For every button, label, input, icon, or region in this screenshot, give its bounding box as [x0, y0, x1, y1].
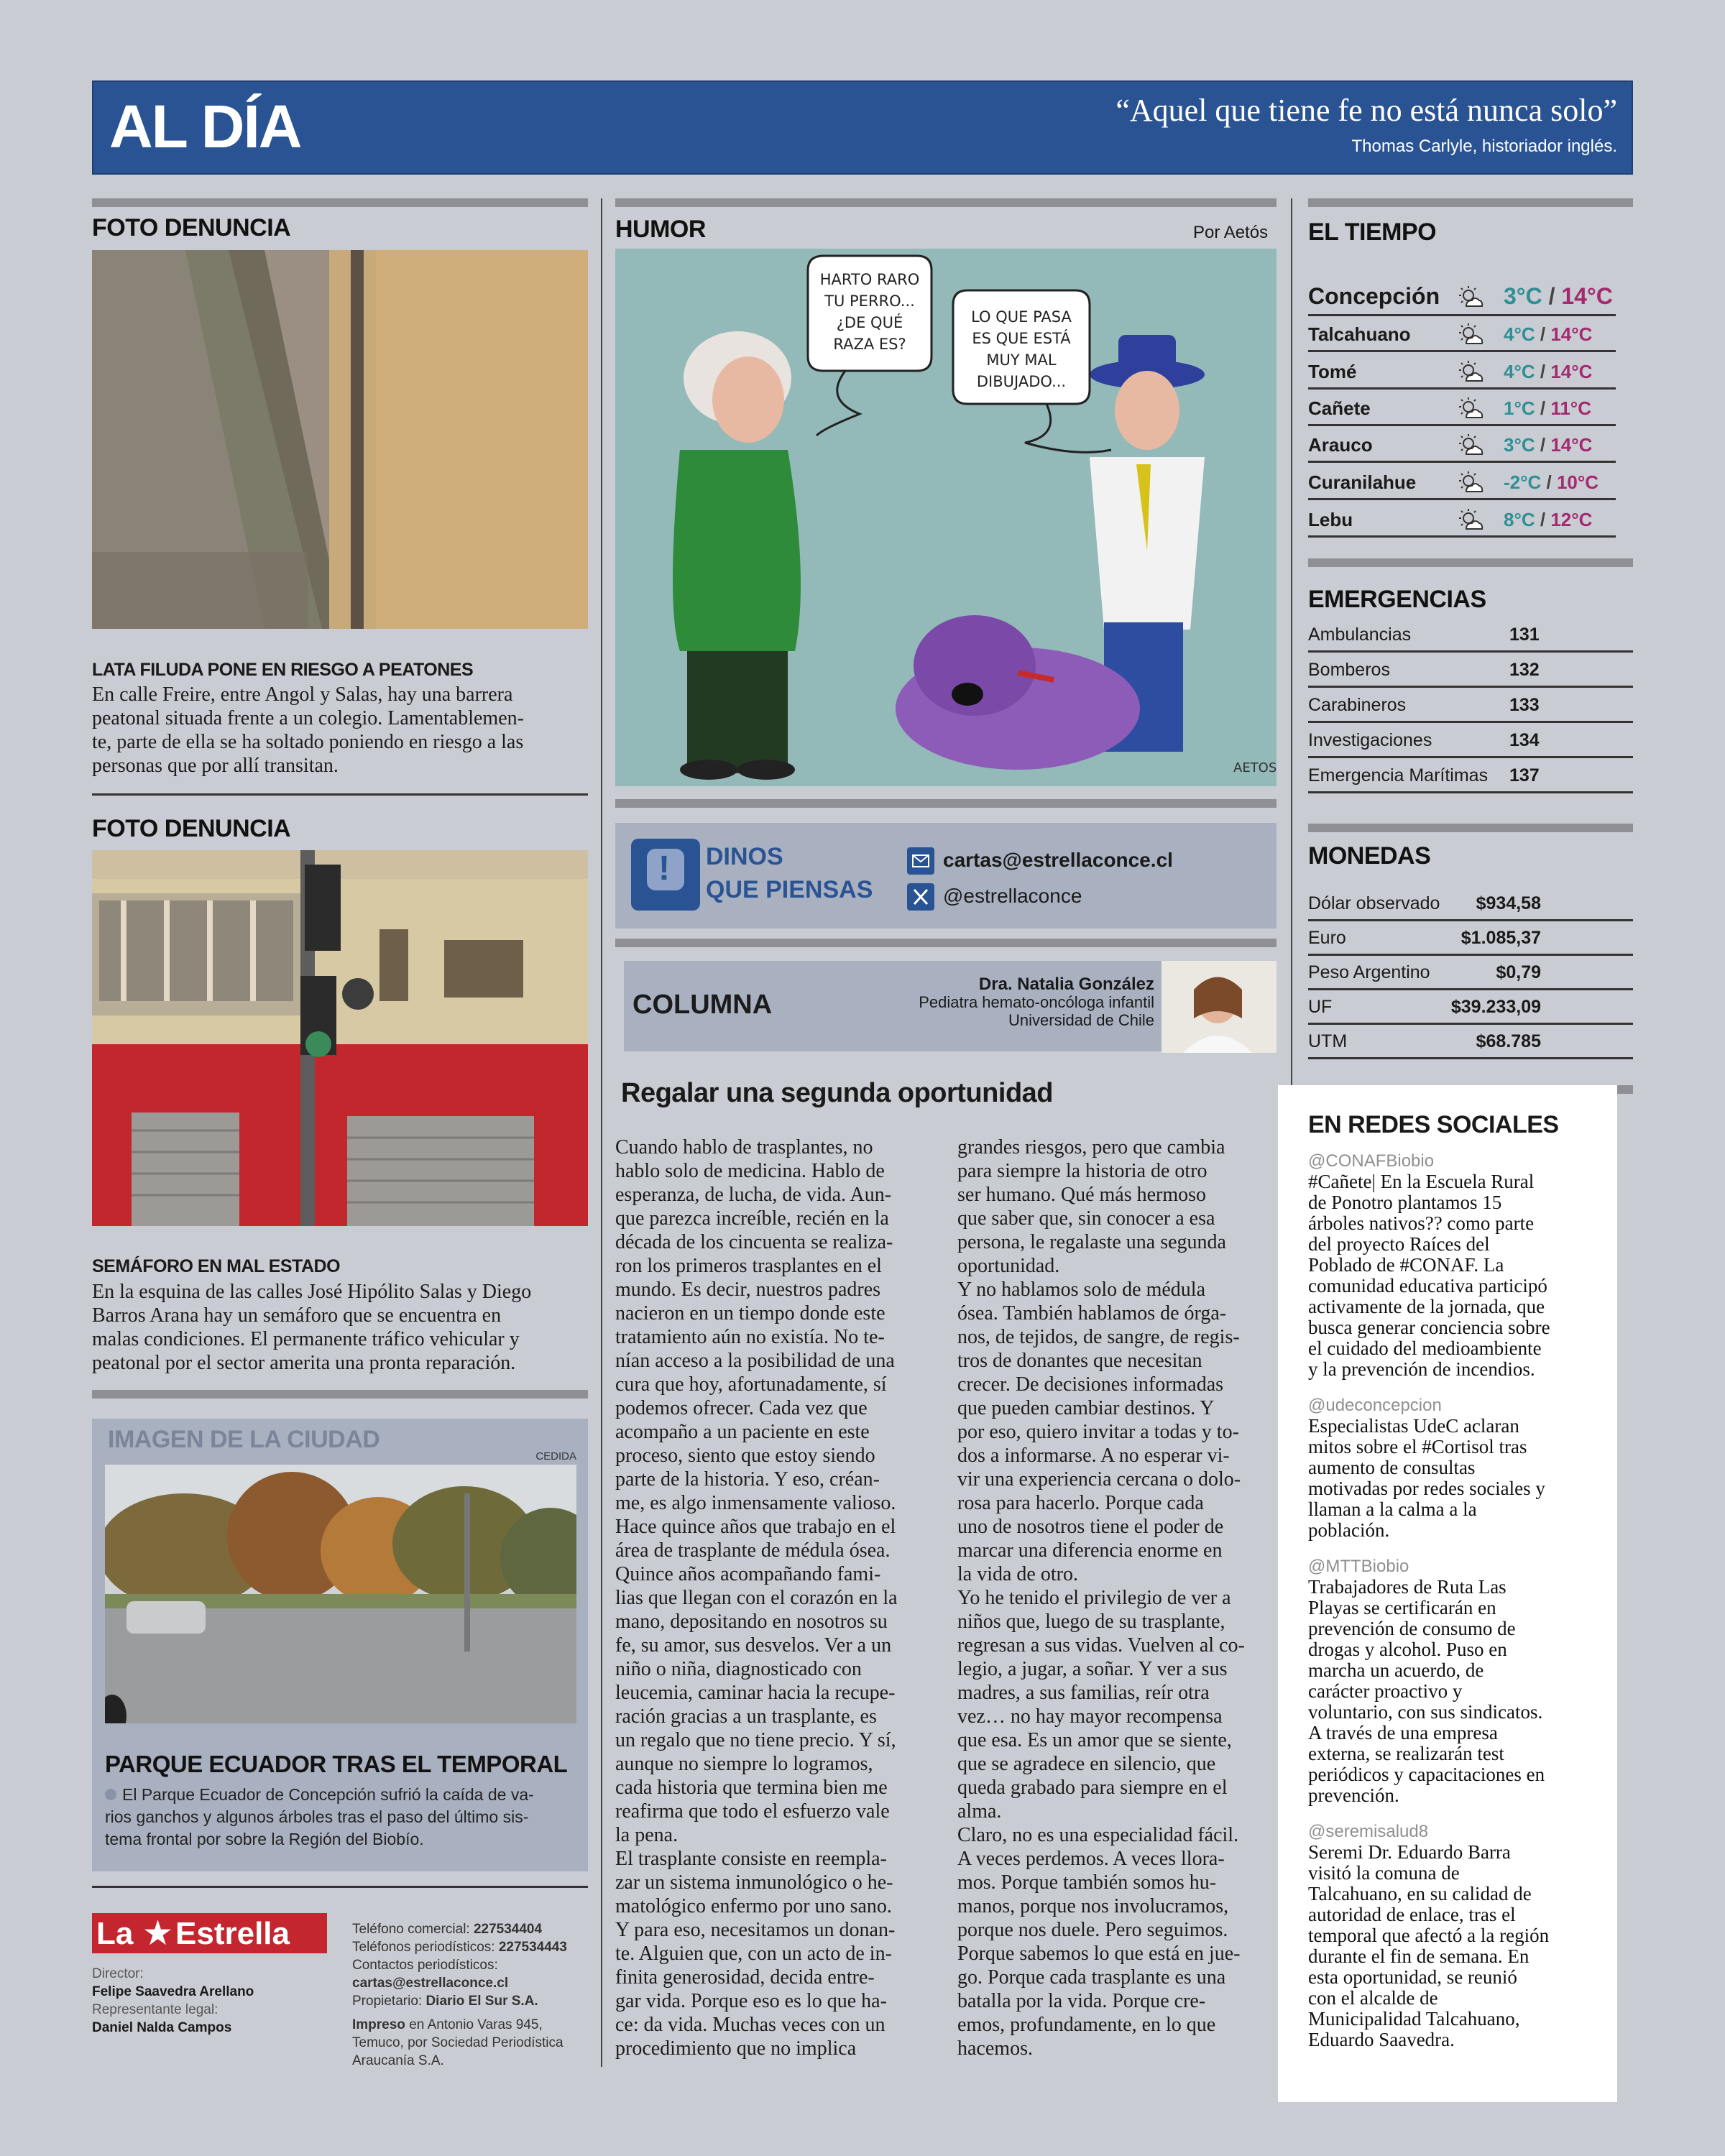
sun-cloud-icon	[1458, 322, 1484, 348]
column-line: porque nos duele. Pero seguimos.	[957, 1919, 1228, 1941]
foto-denuncia-2-text: En la esquina de las calles José Hipólito Salas y Diego Barros Arana hay un semáforo que se encuentra en malas condiciones. El permanente tráfico vehicular y peatonal por el sector amerita una pronta reparación.	[92, 1281, 532, 1374]
column-line: parte de la historia. Y eso, créan-	[615, 1468, 880, 1491]
column-line: queda grabado para siempre en el	[957, 1777, 1228, 1799]
weather-temps: -2°C / 10°C	[1504, 471, 1599, 493]
column-line: mundo. Es decir, nuestros padres	[615, 1279, 881, 1301]
column-line: la pena.	[615, 1824, 678, 1846]
post-line: motivadas por redes sociales y	[1308, 1478, 1545, 1499]
column-line: tros de donantes que necesitan	[957, 1350, 1202, 1372]
divider	[92, 793, 588, 796]
currency-value: $0,79	[1496, 962, 1541, 982]
bubble2-line: LO QUE PASA	[971, 308, 1072, 326]
column-line: cada historia que termina bien me	[615, 1777, 888, 1799]
star-icon: ★	[142, 1915, 174, 1953]
emergency-number: 133	[1509, 695, 1540, 715]
temp-min: 3°C	[1504, 434, 1535, 456]
emergency-number: 132	[1509, 660, 1540, 680]
foto-denuncia-1-headline: LATA FILUDA PONE EN RIESGO A PEATONES	[92, 660, 474, 680]
temp-min: 4°C	[1504, 361, 1535, 382]
currency-row	[1308, 921, 1633, 956]
bubble2-line: MUY MAL	[986, 351, 1057, 369]
social-post-text	[1308, 1842, 1610, 2050]
emergency-name: Investigaciones	[1308, 730, 1432, 750]
weather-city: Tomé	[1308, 361, 1357, 382]
currency-row	[1308, 990, 1633, 1025]
foto-denuncia-1-text: En calle Freire, entre Angol y Salas, hay una barrera peatonal situada frente a un colegio. Lamentablemen- te, parte de ella se ha soltado poniendo en riesgo a las personas que por allí transitan.	[92, 683, 524, 777]
sun-cloud-icon	[1458, 359, 1484, 385]
emergency-number: 137	[1509, 765, 1540, 786]
la-estrella-logo: La ★ Estrella	[92, 1913, 327, 1953]
emergency-name: Bomberos	[1308, 660, 1390, 680]
weather-city: Lebu	[1308, 509, 1353, 530]
column-line: zar un sistema inmunológico o he-	[615, 1871, 893, 1894]
weather-title: EL TIEMPO	[1308, 218, 1437, 246]
photo-parque-ecuador	[105, 1465, 576, 1723]
weather-city: Arauco	[1308, 434, 1373, 456]
weather-city: Talcahuano	[1308, 323, 1411, 345]
emergency-number: 131	[1509, 625, 1540, 645]
emergency-row	[1308, 617, 1633, 653]
post-line: Eduardo Saavedra.	[1308, 2029, 1455, 2050]
post-line: población.	[1308, 1519, 1390, 1541]
weather-row	[1308, 276, 1616, 316]
weather-city: Concepción	[1308, 283, 1440, 309]
column-line: El trasplante consiste en reempla-	[615, 1848, 887, 1870]
column-line: que saber que, sin conocer a esa	[957, 1207, 1215, 1230]
weather-temps: 8°C / 12°C	[1504, 509, 1593, 530]
column-line: vez… no hay mayor recompensa	[957, 1705, 1223, 1728]
temp-min: 3°C	[1504, 283, 1542, 309]
column-line: vir una experiencia cercana o dolo-	[957, 1468, 1241, 1491]
dinos-box	[615, 823, 1276, 929]
column-line: Y para eso, necesitamos un donan-	[615, 1919, 896, 1941]
column-line: gar vida. Porque eso es lo que ha-	[615, 1990, 887, 2012]
column-line: oportunidad.	[957, 1255, 1060, 1277]
column-line: por eso, quiero invitar a todas y to-	[957, 1421, 1239, 1443]
dinos-title: DINOS QUE PIENSAS	[706, 843, 873, 903]
emergency-row	[1308, 758, 1633, 793]
post-line: del proyecto Raíces del	[1308, 1233, 1490, 1255]
column-line: cura que hoy, afortunadamente, sí	[615, 1373, 887, 1396]
post-line: durante el fin de semana. En	[1308, 1945, 1530, 1967]
temp-max: 10°C	[1556, 471, 1599, 493]
bubble1-line: TU PERRO...	[824, 292, 915, 310]
masthead-contact: Teléfono comercial: 227534404 Teléfonos periodísticos: 227534443 Contactos periodísticos: cartas@estrellaconce.cl Propietario: Diario El Sur S.A. Impreso en Antonio Varas 945, Temuco, por Sociedad Periodística Araucanía S.A.	[352, 1922, 567, 2068]
emergency-row	[1308, 723, 1633, 758]
weather-temps: 3°C / 14°C	[1504, 434, 1593, 456]
column-line: Y no hablamos solo de médula	[957, 1279, 1206, 1301]
currency-row	[1308, 1024, 1633, 1059]
humor-title: HUMOR	[615, 216, 706, 243]
columna-title: Regalar una segunda oportunidad	[621, 1078, 1053, 1108]
sun-cloud-icon	[1458, 433, 1484, 459]
bubble1-line: HARTO RARO	[819, 271, 920, 288]
post-line: y la prevención de incendios.	[1308, 1358, 1535, 1380]
bubble1-line: RAZA ES?	[833, 336, 906, 353]
column-line: matológico enfermo por uno sano.	[615, 1895, 892, 1917]
weather-row	[1308, 427, 1616, 463]
post-line: con el alcalde de	[1308, 1987, 1438, 2009]
bubble2-line: DIBUJADO...	[976, 373, 1067, 390]
column-line: hablo solo de medicina. Hablo de	[615, 1160, 885, 1182]
temp-min: 8°C	[1504, 509, 1535, 530]
columna-author-info: Dra. Natalia González Pediatra hemato-oncóloga infantil Universidad de Chile	[919, 975, 1154, 1029]
post-line: Trabajadores de Ruta Las	[1308, 1576, 1506, 1598]
column-line: década de los cincuenta se realiza-	[615, 1231, 893, 1253]
currency-name: Dólar observado	[1308, 893, 1440, 913]
currency-name: Euro	[1308, 928, 1346, 948]
post-line: marcha un acuerdo, de	[1308, 1659, 1484, 1681]
currency-value: $39.233,09	[1450, 997, 1541, 1017]
column-line: grandes riesgos, pero que cambia	[957, 1136, 1225, 1158]
imagen-ciudad-title: IMAGEN DE LA CIUDAD	[108, 1426, 380, 1453]
post-line: llaman a la calma a la	[1308, 1498, 1477, 1520]
weather-row	[1308, 464, 1616, 500]
post-line: mitos sobre el #Cortisol tras	[1308, 1436, 1527, 1457]
post-line: voluntario, con sus sindicatos.	[1308, 1701, 1543, 1723]
section-rule	[1308, 198, 1633, 207]
bullet-dot	[105, 1789, 116, 1800]
columna-text-col1	[615, 1135, 946, 2060]
column-line: niño o niña, diagnosticado con	[615, 1658, 862, 1680]
column-line: ron los primeros trasplantes en el	[615, 1255, 882, 1277]
section-rule	[92, 198, 588, 207]
column-line: fe, su amor, sus desvelos. Ver a un	[615, 1634, 892, 1657]
columna-header	[624, 961, 1162, 1051]
post-line: busca generar conciencia sobre	[1308, 1317, 1550, 1338]
weather-city: Cañete	[1308, 397, 1371, 419]
currency-value: $68.785	[1476, 1031, 1541, 1051]
post-line: árboles nativos?? como parte	[1308, 1212, 1535, 1234]
redes-posts	[1308, 1151, 1610, 2066]
column-line: go. Porque cada trasplante es una	[957, 1966, 1226, 1989]
column-line: nos, de tejidos, de sangre, de regis-	[957, 1326, 1240, 1348]
post-line: drogas y alcohol. Puso en	[1308, 1639, 1507, 1660]
imagen-ciudad-box	[92, 1419, 588, 1871]
emergency-number: 134	[1509, 730, 1540, 750]
photo-sidewalk-fence	[92, 250, 588, 629]
column-line: aunque no siempre lo logramos,	[615, 1753, 873, 1775]
weather-row	[1308, 390, 1616, 426]
column-line: finita generosidad, decida entre-	[615, 1966, 875, 1989]
weather-temps: 4°C / 14°C	[1504, 323, 1593, 345]
monedas-title: MONEDAS	[1308, 842, 1431, 870]
column-line: niños que, luego de su trasplante,	[957, 1611, 1225, 1633]
column-line: manos, porque nos involucramos,	[957, 1895, 1229, 1917]
column-line: la vida de otro.	[957, 1563, 1078, 1585]
currency-value: $1.085,37	[1460, 928, 1541, 948]
column-line: alma.	[957, 1800, 1002, 1823]
photo-credit: CEDIDA	[535, 1450, 576, 1462]
emergencias-title: EMERGENCIAS	[1308, 586, 1486, 613]
section-rule	[1308, 558, 1633, 567]
emergency-name: Emergencia Marítimas	[1308, 765, 1489, 786]
emergency-row	[1308, 688, 1633, 723]
bubble1-line: ¿DE QUÉ	[836, 314, 903, 331]
weather-temps: 4°C / 14°C	[1504, 361, 1593, 382]
foto-denuncia-2-title: FOTO DENUNCIA	[92, 815, 291, 842]
temp-min: 4°C	[1504, 323, 1535, 345]
section-title: AL DÍA	[109, 93, 301, 160]
currency-value: $934,58	[1476, 893, 1541, 913]
column-line: marcar una diferencia enorme en	[957, 1539, 1223, 1562]
social-post	[1308, 1822, 1610, 2050]
currency-name: UTM	[1308, 1031, 1348, 1051]
temp-max: 14°C	[1561, 283, 1613, 309]
column-line: dos a informarse. A no esperar vi-	[957, 1445, 1230, 1467]
dinos-x-handle[interactable]: @estrellaconce	[943, 885, 1082, 907]
temp-max: 11°C	[1550, 397, 1591, 419]
column-line: Yo he tenido el privilegio de ver a	[957, 1587, 1231, 1609]
column-line: Cuando hablo de trasplantes, no	[615, 1136, 873, 1158]
post-line: carácter proactivo y	[1308, 1680, 1463, 1702]
column-line: Claro, no es una especialidad fácil.	[957, 1824, 1239, 1846]
sun-cloud-icon	[1458, 285, 1484, 310]
masthead-staff: Director: Felipe Saavedra Arellano Representante legal: Daniel Nalda Campos	[92, 1966, 254, 2035]
post-line: Talcahuano, en su calidad de	[1308, 1883, 1532, 1904]
post-line: Seremi Dr. Eduardo Barra	[1308, 1841, 1511, 1863]
column-line: nacieron en un tiempo donde este	[615, 1302, 886, 1325]
weather-temps: 3°C / 14°C	[1504, 283, 1613, 309]
banner-quote: “Aquel que tiene fe no está nunca solo”	[1116, 93, 1617, 128]
column-line: ración gracias a un trasplante, es	[615, 1705, 877, 1728]
column-line: te. Alguien que, con un acto de in-	[615, 1943, 892, 1965]
columna-text-col2	[957, 1135, 1285, 2060]
currency-name: UF	[1308, 997, 1333, 1017]
temp-max: 12°C	[1550, 509, 1593, 530]
section-rule	[1308, 824, 1633, 832]
post-line: externa, se realizarán test	[1308, 1743, 1504, 1764]
post-line: temporal que afectó a la región	[1308, 1925, 1550, 1946]
post-line: Especialistas UdeC aclaran	[1308, 1415, 1519, 1437]
column-line: área de trasplante de médula ósea.	[615, 1539, 891, 1562]
column-line: A veces perdemos. A veces llora-	[957, 1848, 1225, 1870]
column-line: uno de nosotros tiene el poder de	[957, 1516, 1224, 1538]
post-line: activamente de la jornada, que	[1308, 1296, 1545, 1317]
emergency-row	[1308, 653, 1633, 688]
column-line: para siempre la historia de otro	[957, 1160, 1208, 1182]
column-line: nían acceso a la posibilidad de una	[615, 1350, 895, 1372]
column-line: que se agradece en silencio, que	[957, 1753, 1216, 1775]
humor-cartoon	[615, 249, 1276, 786]
column-line: podemos ofrecer. Cada vez que	[615, 1397, 868, 1419]
column-line: ser humano. Qué más hermoso	[957, 1184, 1207, 1206]
social-post-text	[1308, 1577, 1610, 1806]
weather-city: Curanilahue	[1308, 471, 1417, 493]
section-rule	[615, 799, 1276, 808]
dinos-email[interactable]: cartas@estrellaconce.cl	[943, 849, 1173, 871]
currency-row	[1308, 886, 1633, 921]
cartoon-signature: AETOS	[1233, 760, 1276, 775]
weather-temps: 1°C / 11°C	[1504, 397, 1591, 419]
post-line: #Cañete| En la Escuela Rural	[1308, 1171, 1535, 1192]
section-banner	[92, 80, 1633, 175]
column-line: crecer. De decisiones informadas	[957, 1373, 1224, 1396]
column-line: Quince años acompañando fami-	[615, 1563, 881, 1585]
weather-row	[1308, 354, 1616, 390]
social-post	[1308, 1396, 1610, 1541]
temp-min: -2°C	[1504, 471, 1542, 493]
foto-denuncia-2-headline: SEMÁFORO EN MAL ESTADO	[92, 1256, 341, 1276]
social-handle[interactable]: @udeconcepcion	[1308, 1396, 1442, 1415]
post-line: comunidad educativa participó	[1308, 1275, 1547, 1296]
social-post	[1308, 1557, 1610, 1806]
column-line: esperanza, de lucha, de vida. Aun-	[615, 1184, 892, 1206]
column-line: procedimiento que no implica	[615, 2037, 857, 2060]
post-line: periódicos y capacitaciones en	[1308, 1764, 1545, 1785]
post-line: visitó la comuna de	[1308, 1862, 1460, 1884]
column-divider	[601, 198, 602, 2067]
column-line: lias que llegan con el corazón en la	[615, 1587, 898, 1609]
column-line: me, es algo inmensamente valioso.	[615, 1492, 896, 1514]
post-line: Poblado de #CONAF. La	[1308, 1254, 1504, 1276]
column-line: mos. Porque también somos hu-	[957, 1871, 1217, 1894]
social-post-text	[1308, 1416, 1610, 1541]
sun-cloud-icon	[1458, 507, 1484, 533]
weather-row	[1308, 502, 1616, 538]
emergency-name: Ambulancias	[1308, 625, 1412, 645]
currency-row	[1308, 955, 1633, 990]
sun-cloud-icon	[1458, 396, 1484, 422]
mail-icon	[907, 847, 934, 875]
redes-panel	[1278, 1085, 1617, 2102]
weather-row	[1308, 316, 1616, 352]
column-line: un regalo que no tiene precio. Y sí,	[615, 1729, 896, 1751]
social-handle[interactable]: @seremisalud8	[1308, 1822, 1429, 1841]
temp-max: 14°C	[1550, 361, 1593, 382]
column-line: ce: da vida. Muchas veces con un	[615, 2014, 886, 2036]
post-line: de Ponotro plantamos 15	[1308, 1192, 1502, 1213]
post-line: autoridad de enlace, tras el	[1308, 1904, 1516, 1925]
post-line: el cuidado del medioambiente	[1308, 1337, 1542, 1359]
column-line: proceso, siento que estoy siendo	[615, 1445, 875, 1467]
column-line: persona, le regalaste una segunda	[957, 1231, 1226, 1253]
column-line: que parezca increíble, recién en la	[615, 1207, 889, 1230]
post-line: prevención.	[1308, 1784, 1399, 1806]
column-line: hacemos.	[957, 2037, 1033, 2060]
post-line: Municipalidad Talcahuano,	[1308, 2008, 1520, 2030]
currency-name: Peso Argentino	[1308, 962, 1430, 982]
section-rule	[92, 1390, 588, 1399]
banner-quote-author: Thomas Carlyle, historiador inglés.	[1351, 137, 1617, 156]
foto-denuncia-1-title: FOTO DENUNCIA	[92, 214, 291, 241]
post-line: A través de una empresa	[1308, 1722, 1498, 1743]
column-line: ósea. También hablamos de órga-	[957, 1302, 1227, 1325]
author-photo	[1162, 961, 1276, 1053]
temp-max: 14°C	[1550, 323, 1593, 345]
section-rule	[615, 939, 1276, 947]
divider	[92, 1886, 588, 1888]
column-line: mano, depositando en nosotros su	[615, 1611, 888, 1633]
x-icon	[907, 883, 934, 911]
social-handle[interactable]: @CONAFBiobio	[1308, 1151, 1435, 1171]
humor-byline: Por Aetós	[1193, 223, 1269, 242]
column-line: rosa para hacerlo. Porque cada	[957, 1492, 1204, 1514]
speech-icon: !	[631, 839, 700, 911]
column-line: acompaño a un paciente en este	[615, 1421, 870, 1443]
section-rule	[615, 198, 1276, 207]
post-line: Playas se certificarán en	[1308, 1597, 1496, 1618]
imagen-ciudad-text: El Parque Ecuador de Concepción sufrió la caída de va- rios ganchos y algunos árboles tras el paso del último sis- tema frontal por sobre la Región del Biobío.	[105, 1785, 534, 1848]
column-line: que pueden cambiar destinos. Y	[957, 1397, 1215, 1419]
temp-max: 14°C	[1550, 434, 1593, 456]
post-line: aumento de consultas	[1308, 1457, 1476, 1478]
photo-traffic-light	[92, 850, 588, 1226]
column-line: legio, a jugar, a soñar. Y ver a sus	[957, 1658, 1228, 1680]
column-line: reafirma que todo el esfuerzo vale	[615, 1800, 890, 1823]
column-line: madres, a sus familias, reír otra	[957, 1682, 1210, 1704]
social-post	[1308, 1151, 1610, 1380]
column-line: Hace quince años que trabajo en el	[615, 1516, 896, 1538]
post-line: esta oportunidad, se reunió	[1308, 1966, 1517, 1988]
redes-title: EN REDES SOCIALES	[1308, 1111, 1559, 1138]
emergency-name: Carabineros	[1308, 695, 1407, 715]
column-line: leucemia, caminar hacia la recupe-	[615, 1682, 896, 1704]
post-line: prevención de consumo de	[1308, 1618, 1516, 1639]
columna-label: COLUMNA	[632, 990, 773, 1020]
column-line: emos, profundamente, en lo que	[957, 2014, 1216, 2036]
column-line: batalla por la vida. Porque cre-	[957, 1990, 1206, 2012]
temp-min: 1°C	[1504, 397, 1535, 419]
imagen-ciudad-headline: PARQUE ECUADOR TRAS EL TEMPORAL	[105, 1751, 568, 1777]
column-line: tratamiento aún no existía. No te-	[615, 1326, 885, 1348]
social-handle[interactable]: @MTTBiobio	[1308, 1557, 1409, 1576]
column-line: Porque sabemos lo que está en jue-	[957, 1943, 1241, 1965]
bubble2-line: ES QUE ESTÁ	[972, 330, 1071, 347]
column-line: regresan a sus vidas. Vuelven al co-	[957, 1634, 1245, 1657]
sun-cloud-icon	[1458, 470, 1484, 496]
social-post-text	[1308, 1171, 1610, 1380]
column-line: que esa. Es un amor que se siente,	[957, 1729, 1232, 1751]
